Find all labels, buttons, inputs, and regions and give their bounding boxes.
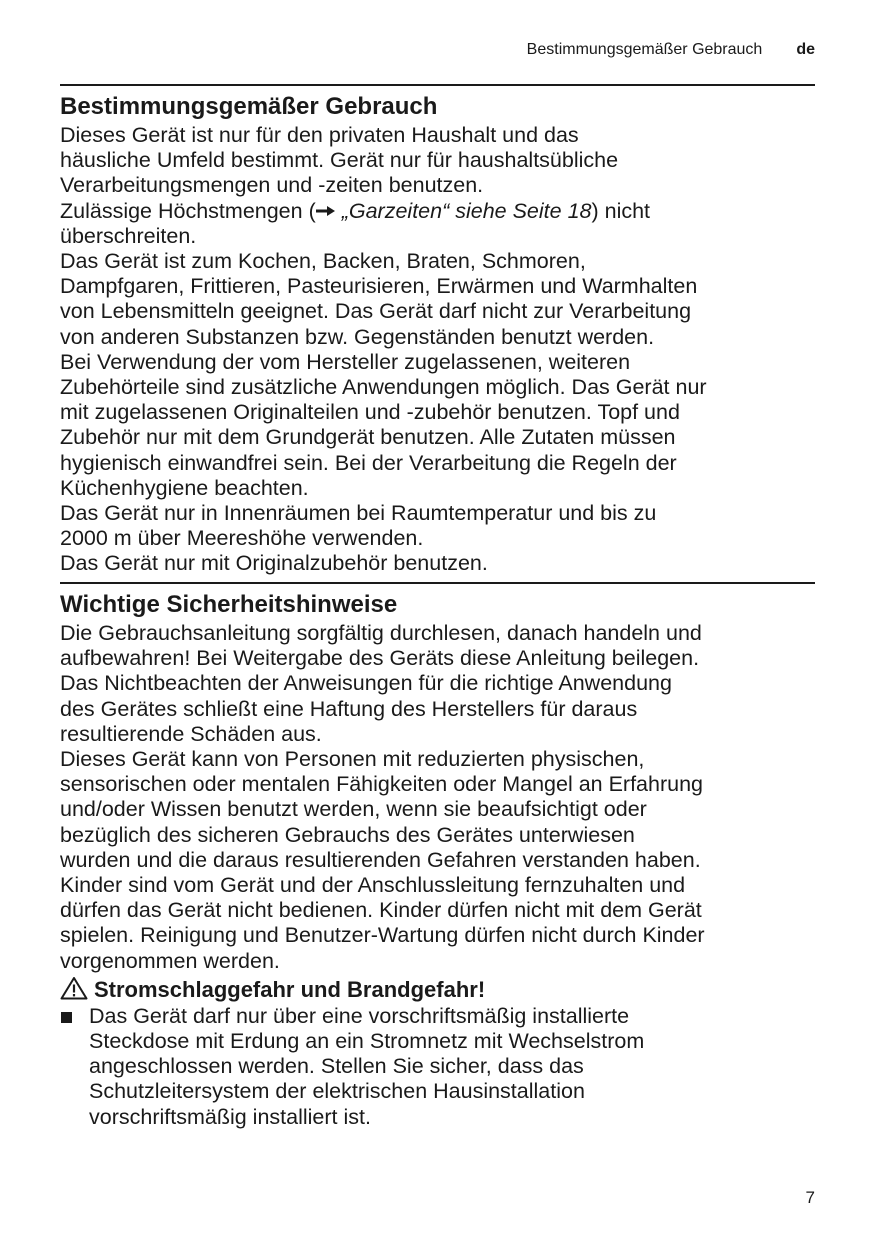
language-code: de	[796, 41, 815, 58]
section-title: Bestimmungsgemäßer Gebrauch	[60, 93, 438, 120]
body-line: bezüglich des sicheren Gebrauchs des Gerätes unterwiesen	[60, 822, 635, 847]
body-line: Kinder sind vom Gerät und der Anschlussleitung fernzuhalten und	[60, 873, 686, 898]
body-line: Dieses Gerät kann von Personen mit reduzierten physischen,	[60, 747, 645, 772]
body-line: resultierende Schäden aus.	[60, 721, 322, 746]
body-line: und/oder Wissen benutzt werden, wenn sie beaufsichtigt oder	[60, 797, 647, 822]
body-line: vorgenommen werden.	[60, 948, 280, 973]
body-line: Dampfgaren, Frittieren, Pasteurisieren, Erwärmen und Warmhalten	[60, 274, 698, 299]
warning-heading	[60, 976, 815, 1004]
bullet-line: Steckdose mit Erdung an ein Stromnetz mit Wechselstrom	[89, 1029, 645, 1054]
body-line: hygienisch einwandfrei sein. Bei der Verarbeitung die Regeln der	[60, 450, 677, 475]
body-line: überschreiten.	[60, 223, 197, 248]
section-intended-use	[60, 84, 815, 577]
section-divider	[60, 84, 815, 86]
body-line: Zubehörteile sind zusätzliche Anwendungen möglich. Das Gerät nur	[60, 375, 707, 400]
body-line: des Gerätes schließt eine Haftung des Herstellers für daraus	[60, 696, 638, 721]
body-line: von anderen Substanzen bzw. Gegenständen benutzt werden.	[60, 324, 655, 349]
body-line: Das Gerät ist zum Kochen, Backen, Braten, Schmoren,	[60, 249, 586, 274]
bullet-line: Das Gerät darf nur über eine vorschriftsmäßig installierte	[89, 1003, 630, 1028]
warning-triangle-icon	[60, 976, 88, 1000]
bullet-line: vorschriftsmäßig installiert ist.	[89, 1104, 371, 1129]
section-safety-instructions	[60, 582, 815, 1130]
body-line: mit zugelassenen Originalteilen und -zubehör benutzen. Topf und	[60, 400, 680, 425]
body-line: Zubehör nur mit dem Grundgerät benutzen. Alle Zutaten müssen	[60, 425, 676, 450]
section-divider	[60, 582, 815, 584]
page-reference-link[interactable]: „Garzeiten“ siehe Seite 18	[335, 198, 592, 223]
body-line: von Lebensmitteln geeignet. Das Gerät darf nicht zur Verarbeitung	[60, 299, 692, 324]
body-line: Dieses Gerät ist nur für den privaten Haushalt und das	[60, 123, 579, 147]
body-line: Das Gerät nur mit Originalzubehör benutzen.	[60, 551, 488, 576]
section-body	[60, 621, 815, 974]
page-number: 7	[805, 1188, 815, 1207]
cross-reference-line	[60, 199, 815, 224]
body-line: aufbewahren! Bei Weitergabe des Geräts diese Anleitung beilegen.	[60, 646, 700, 671]
section-body	[60, 123, 815, 577]
reference-suffix: ) nicht	[591, 198, 651, 223]
list-item	[60, 1004, 815, 1130]
section-title: Wichtige Sicherheitshinweise	[60, 591, 398, 618]
reference-prefix: Zulässige Höchstmengen (	[60, 198, 316, 223]
body-line: dürfen das Gerät nicht bedienen. Kinder dürfen nicht mit dem Gerät	[60, 898, 702, 923]
running-header	[527, 40, 815, 60]
body-line: Das Gerät nur in Innenräumen bei Raumtemperatur und bis zu	[60, 501, 657, 526]
body-line: sensorischen oder mentalen Fähigkeiten oder Mangel an Erfahrung	[60, 772, 704, 797]
running-header-title: Bestimmungsgemäßer Gebrauch	[526, 41, 763, 58]
body-line: Verarbeitungsmengen und -zeiten benutzen.	[60, 173, 484, 198]
arrow-right-icon	[316, 205, 336, 217]
body-line: spielen. Reinigung und Benutzer-Wartung dürfen nicht durch Kinder	[60, 923, 705, 948]
bullet-line: angeschlossen werden. Stellen Sie sicher, dass das	[89, 1054, 584, 1079]
bullet-line: Schutzleitersystem der elektrischen Hausinstallation	[89, 1079, 585, 1104]
body-line: wurden und die daraus resultierenden Gefahren verstanden haben.	[60, 847, 701, 872]
bullet-square-icon	[61, 1012, 72, 1023]
body-line: häusliche Umfeld bestimmt. Gerät nur für haushaltsübliche	[60, 148, 619, 173]
body-line: Bei Verwendung der vom Hersteller zugelassenen, weiteren	[60, 349, 631, 374]
body-line: Küchenhygiene beachten.	[60, 475, 309, 500]
warning-title: Stromschlaggefahr und Brandgefahr!	[94, 976, 486, 1002]
body-line: Die Gebrauchsanleitung sorgfältig durchlesen, danach handeln und	[60, 621, 702, 645]
body-line: 2000 m über Meereshöhe verwenden.	[60, 526, 424, 551]
body-line: Das Nichtbeachten der Anweisungen für die richtige Anwendung	[60, 671, 672, 696]
